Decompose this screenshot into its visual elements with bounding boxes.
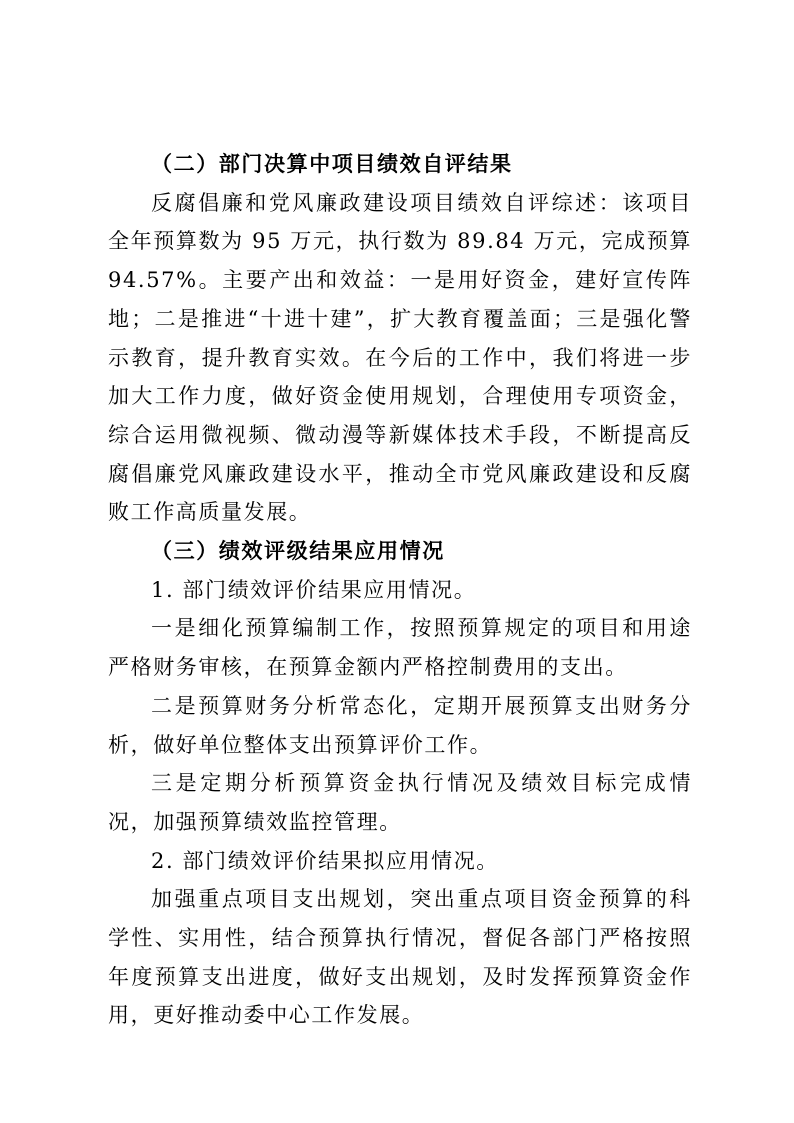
item-1-paragraph-3: 三是定期分析预算资金执行情况及绩效目标完成情况，加强预算绩效监控管理。 (108, 771, 692, 834)
document-page (108, 145, 692, 1035)
performance-summary-paragraph: 反腐倡廉和党风廉政建设项目绩效自评综述：该项目全年预算数为 95 万元，执行数为 89.84 万元，完成预算 94.57%。主要产出和效益：一是用好资金，建好宣传阵地；二是推进“十进十建”，扩大教育覆盖面；三是强化警示教育，提升教育实效。在今后的工作中，我们将进一步加大工作力度，做好资金使用规划，合理使用专项资金，综合运用微视频、微动漫等新媒体技术手段，不断提高反腐倡廉党风廉政建设水平，推动全市党风廉政建设和反腐败工作高质量发展。 (108, 190, 692, 525)
item-1-paragraph-1: 一是细化预算编制工作，按照预算规定的项目和用途严格财务审核，在预算金额内严格控制费用的支出。 (108, 616, 692, 680)
item-1-title: 1. 部门绩效评价结果应用情况。 (151, 577, 477, 602)
item-2-title: 2. 部门绩效评价结果拟应用情况。 (151, 848, 499, 873)
item-2-paragraph-1: 加强重点项目支出规划，突出重点项目资金预算的科学性、实用性，结合预算执行情况，督促各部门严格按照年度预算支出进度，做好支出规划，及时发挥预算资金作用，更好推动委中心工作发展。 (108, 887, 692, 1028)
section-heading-2: （二）部门决算中项目绩效自评结果 (151, 152, 513, 176)
section-heading-3: （三）绩效评级结果应用情况 (151, 539, 445, 564)
item-1-paragraph-2: 二是预算财务分析常态化，定期开展预算支出财务分析，做好单位整体支出预算评价工作。 (108, 693, 692, 757)
